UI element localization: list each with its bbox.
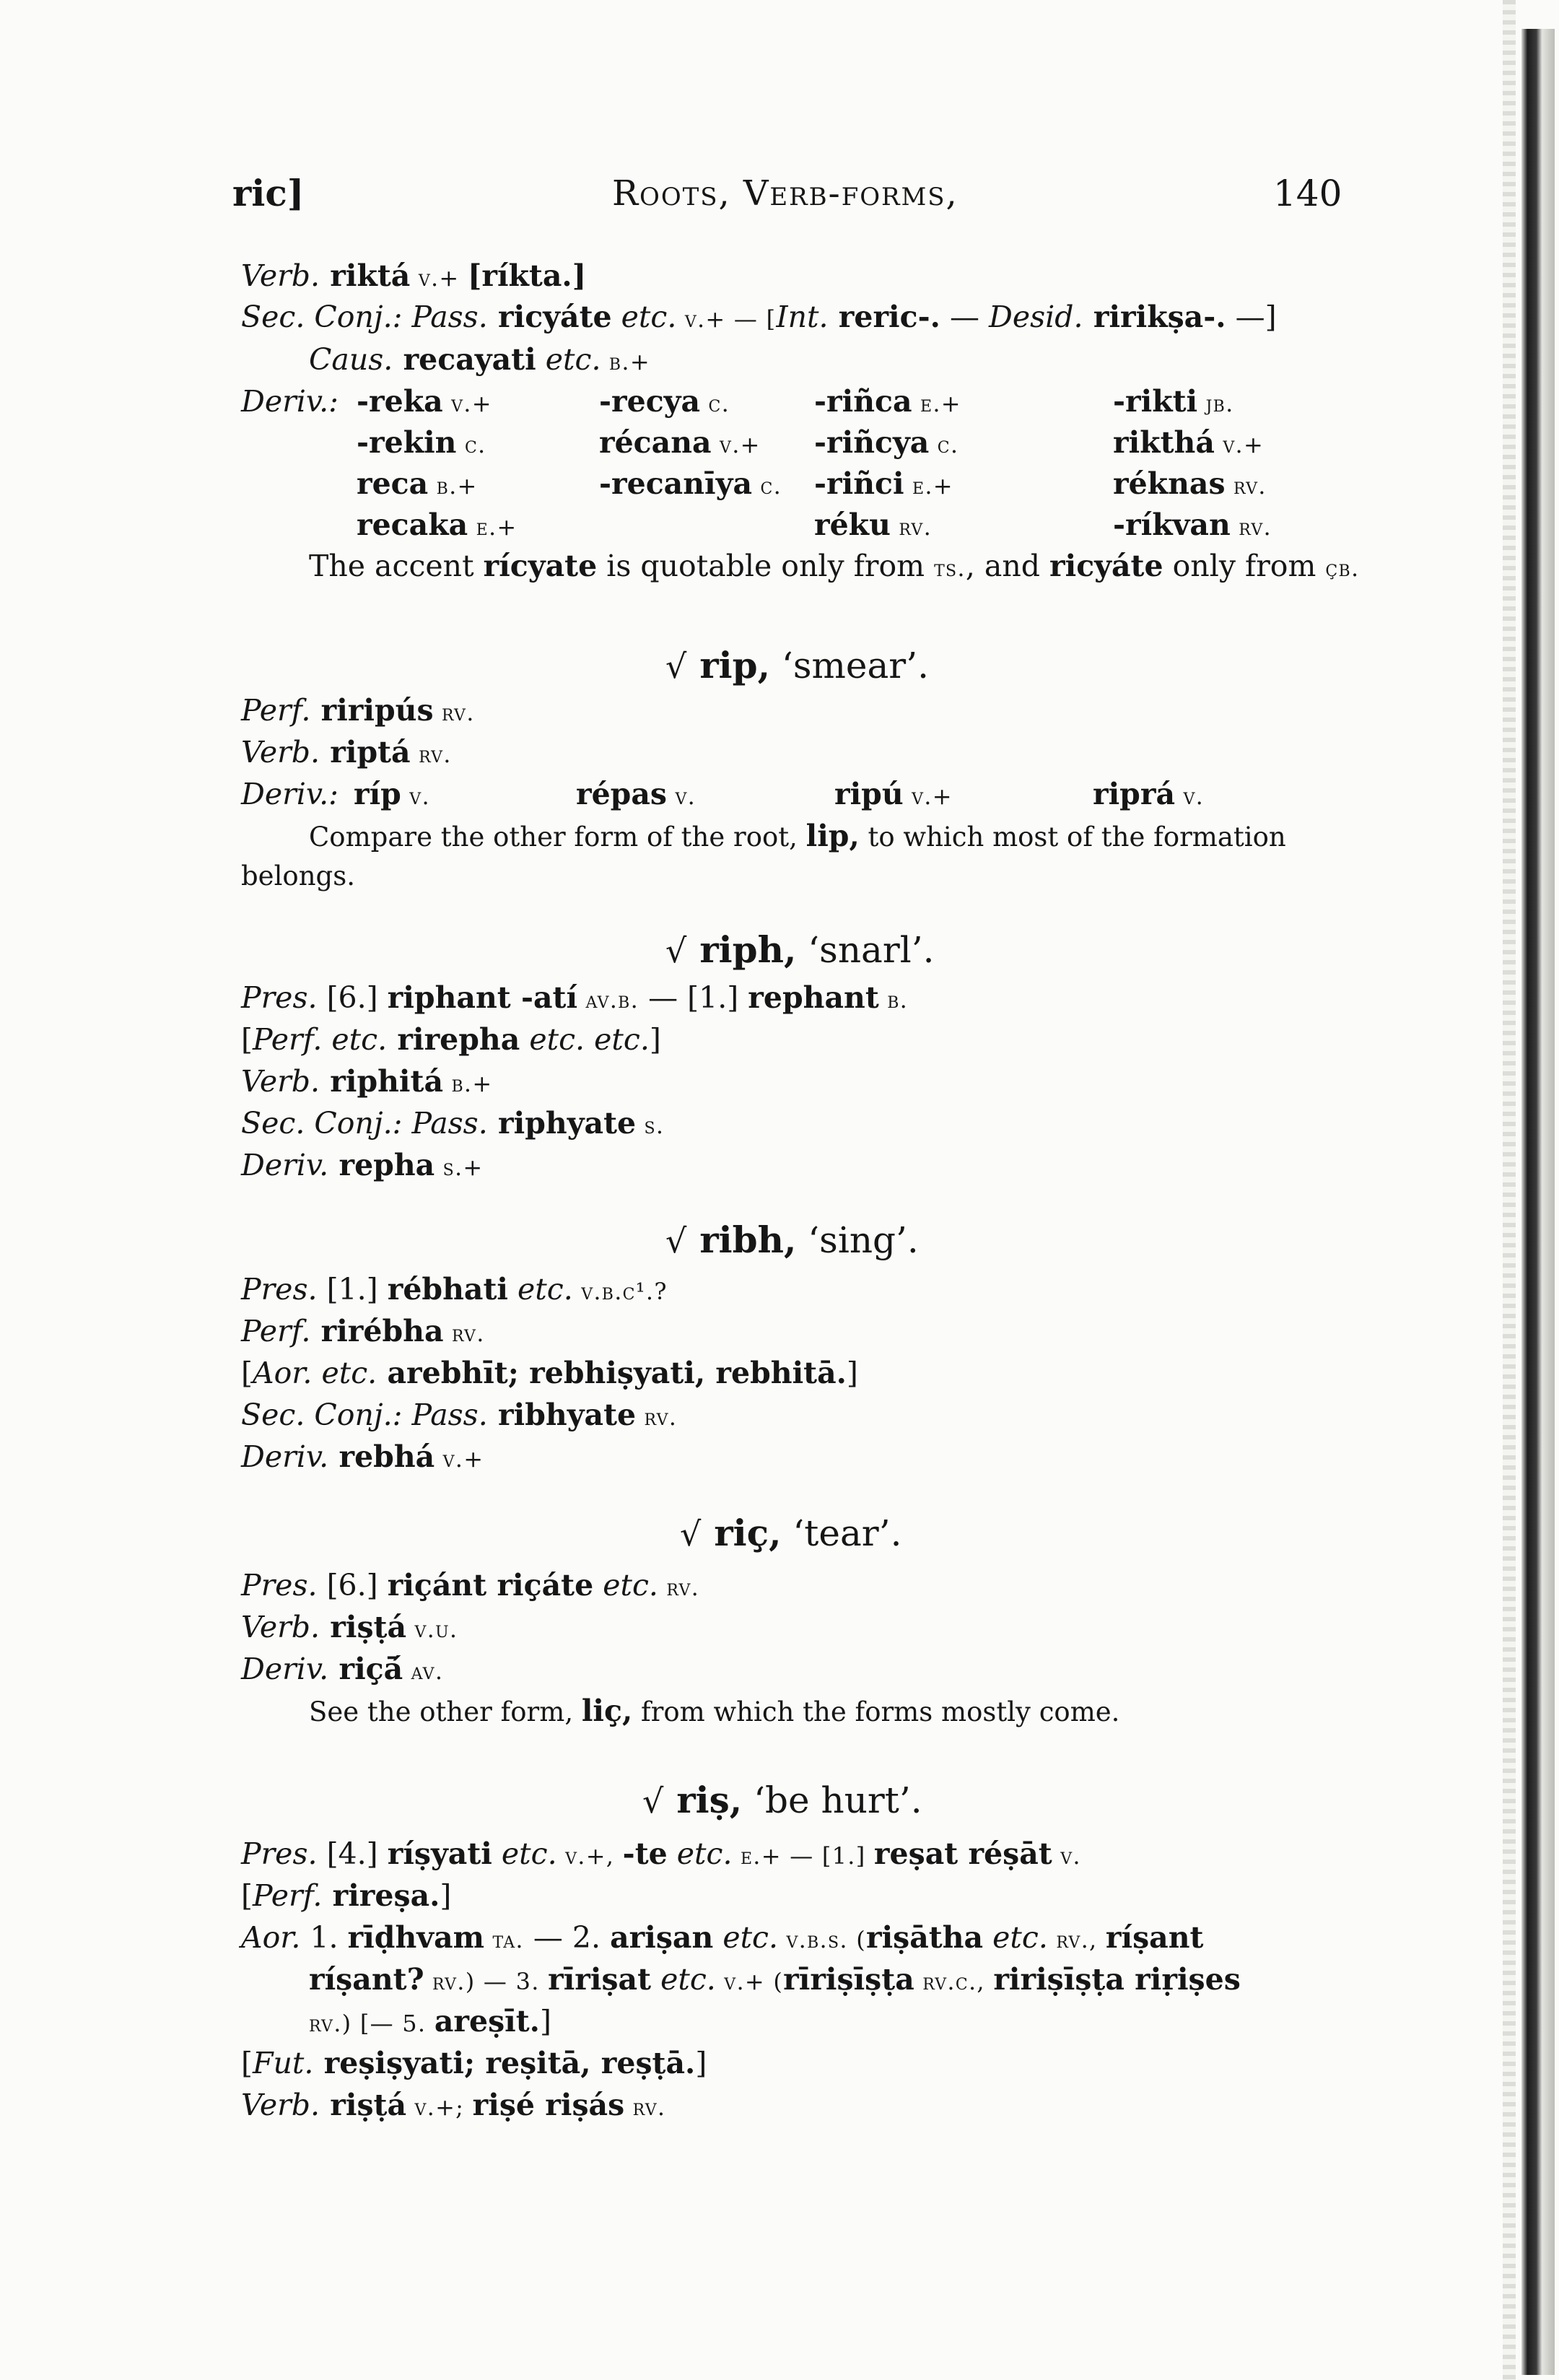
ris-aorist-line3: rv.) [— 5. areṣīt.] xyxy=(309,2004,551,2039)
root-heading-rip: √ rip, ‘smear’. xyxy=(665,644,929,686)
root-heading-ric-tear: √ riç, ‘tear’. xyxy=(680,1512,902,1554)
rip-deriv-3: ripú v.+ xyxy=(834,777,953,811)
derivative-form: réknas rv. xyxy=(1113,466,1267,501)
derivative-form: -reka v.+ xyxy=(357,384,492,419)
rip-deriv-4: riprá v. xyxy=(1093,777,1205,811)
ric-tear-derivative: Deriv. riçā́ av. xyxy=(241,1652,444,1686)
accent-note: The accent rícyate is quotable only from ts., and ricyáte only from çb. xyxy=(309,549,1360,583)
riph-secondary-conj: Sec. Conj.: Pass. riphyate s. xyxy=(241,1106,665,1141)
ribh-aorist: [Aor. etc. arebhīt; rebhiṣyati, rebhitā.] xyxy=(241,1356,858,1390)
ric-tear-present: Pres. [6.] riçánt riçáte etc. rv. xyxy=(241,1568,700,1603)
rip-note-line1: Compare the other form of the root, lip, to which most of the formation xyxy=(309,819,1286,853)
page-number: 140 xyxy=(1273,173,1342,214)
derivative-form: -riñci e.+ xyxy=(814,466,953,501)
derivative-form: récana v.+ xyxy=(599,425,761,460)
ribh-perfect: Perf. rirébha rv. xyxy=(241,1314,485,1348)
running-head-title: Roots, Verb-forms, xyxy=(612,173,958,214)
ris-perfect: [Perf. rireṣa.] xyxy=(241,1878,452,1913)
riph-present: Pres. [6.] riphant -atí av.b. — [1.] rephant b. xyxy=(241,980,909,1015)
derivative-form: réku rv. xyxy=(814,507,933,542)
entry-secondary-conj: Sec. Conj.: Pass. ricyáte etc. v.+ — [Int. reric-. — Desid. ririkṣa-. —] xyxy=(241,300,1277,334)
derivative-form: -ríkvan rv. xyxy=(1113,507,1272,542)
entry-verb: Verb. riktá v.+ [ríkta.] xyxy=(241,258,587,293)
ris-verbal: Verb. riṣṭá v.+; riṣé riṣás rv. xyxy=(241,2088,666,2122)
ris-future: [Fut. reṣiṣyati; reṣitā, reṣṭā.] xyxy=(241,2046,707,2080)
derivative-form: -recanīya c. xyxy=(599,466,782,501)
root-heading-riph: √ riph, ‘snarl’. xyxy=(665,928,935,971)
rip-perfect: Perf. riripús rv. xyxy=(241,693,475,728)
root-heading-ris: √ riṣ, ‘be hurt’. xyxy=(642,1779,922,1821)
entry-causative: Caus. recayati etc. b.+ xyxy=(309,342,650,377)
ris-present: Pres. [4.] ríṣyati etc. v.+, -te etc. e.+ — [1.] reṣat réṣāt v. xyxy=(241,1836,1081,1871)
rip-deriv-1: ríp v. xyxy=(354,777,430,811)
ric-tear-verbal: Verb. riṣṭá v.u. xyxy=(241,1610,458,1644)
riph-perfect: [Perf. etc. rirepha etc. etc.] xyxy=(241,1022,661,1057)
rip-note-line2: belongs. xyxy=(241,860,355,892)
derivative-form: -recya c. xyxy=(599,384,730,419)
root-heading-ribh: √ ribh, ‘sing’. xyxy=(665,1219,919,1261)
riph-verbal: Verb. riphitá b.+ xyxy=(241,1064,493,1099)
rip-deriv-label: Deriv.: xyxy=(241,777,339,811)
riph-derivative: Deriv. repha s.+ xyxy=(241,1148,484,1182)
page-edge-shadow xyxy=(1503,0,1516,2380)
derivative-form: rikthá v.+ xyxy=(1113,425,1265,460)
derivative-form: -rekin c. xyxy=(357,425,486,460)
ribh-secondary-conj: Sec. Conj.: Pass. ribhyate rv. xyxy=(241,1398,678,1432)
derivative-form: reca b.+ xyxy=(357,466,478,501)
book-spine-edge xyxy=(1521,29,1555,2375)
derivative-form: -riñca e.+ xyxy=(814,384,961,419)
derivative-form: -riñcya c. xyxy=(814,425,959,460)
deriv-label: Deriv.: xyxy=(241,384,339,419)
ris-aorist-line2: ríṣant? rv.) — 3. rīriṣat etc. v.+ (rīriṣīṣṭa rv.c., ririṣīṣṭa riṛiṣes xyxy=(309,1962,1241,1997)
ric-tear-note: See the other form, liç, from which the forms mostly come. xyxy=(309,1694,1120,1728)
ribh-present: Pres. [1.] rébhati etc. v.b.c¹.? xyxy=(241,1272,668,1307)
rip-verbal: Verb. riptá rv. xyxy=(241,735,452,770)
ris-aorist-line1: Aor. 1. rīḍhvam ta. — 2. ariṣan etc. v.b.s. (riṣātha etc. rv., ríṣant xyxy=(241,1920,1204,1955)
running-head-left: ric] xyxy=(232,172,305,214)
derivative-form: recaka e.+ xyxy=(357,507,518,542)
derivative-form: -rikti jb. xyxy=(1113,384,1234,419)
rip-deriv-2: répas v. xyxy=(576,777,696,811)
ribh-derivative: Deriv. rebhá v.+ xyxy=(241,1439,484,1474)
